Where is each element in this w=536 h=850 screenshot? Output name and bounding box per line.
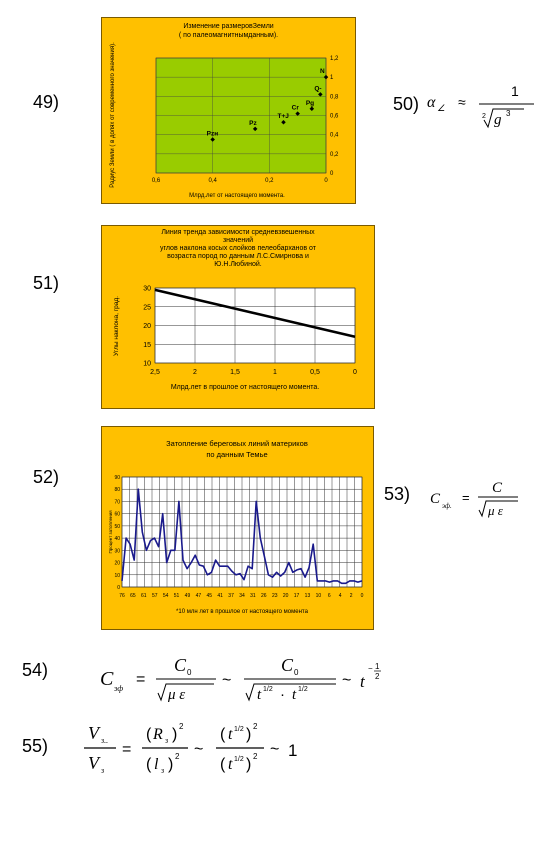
chart-49-svg — [102, 18, 355, 203]
svg-text:t: t — [228, 726, 233, 743]
svg-text:~: ~ — [342, 672, 352, 689]
svg-text:V: V — [88, 753, 99, 773]
chart-49-point-label: T+J — [277, 113, 289, 121]
svg-text:2: 2 — [253, 752, 258, 761]
chart-52-x-axis-label: *10 млн лет в прошлое от настоящего момента — [176, 609, 308, 615]
svg-text:μ ε: μ ε — [488, 503, 503, 518]
chart-52-x-tick-label: 54 — [162, 593, 169, 599]
chart-52-y-tick-label: 20 — [114, 560, 120, 567]
svg-text:C: C — [281, 655, 294, 675]
chart-52-x-tick-label: 0 — [360, 593, 364, 599]
chart-49-point-label: Pg — [305, 99, 315, 107]
chart-52-title-line1: Затопление береговых линий материков — [166, 439, 308, 448]
chart-51-x-tick-label: 0 — [353, 369, 357, 376]
formula-53 — [428, 470, 528, 530]
chart-49-title-line1: Изменение размеровЗемли — [183, 23, 274, 30]
svg-text:C: C — [430, 491, 441, 507]
svg-text:1/2: 1/2 — [234, 726, 244, 733]
svg-text:): ) — [168, 756, 174, 773]
chart-52-x-tick-label: 13 — [304, 593, 311, 599]
svg-text:~: ~ — [270, 741, 280, 758]
svg-text:C: C — [492, 480, 503, 496]
chart-49-point-label: Pzн — [206, 130, 219, 138]
svg-text:(: ( — [146, 756, 152, 773]
chart-49-y-tick-label: 1 — [330, 75, 334, 82]
svg-text:l: l — [154, 756, 159, 773]
chart-51-x-tick-label: 1,5 — [230, 369, 240, 376]
chart-51-y-tick-label: 20 — [143, 323, 151, 330]
svg-text:g: g — [494, 112, 502, 128]
chart-49-y-tick-label: 1,2 — [330, 56, 339, 62]
svg-text:1: 1 — [288, 741, 298, 760]
chart-49-point-label: Pz — [249, 119, 257, 127]
chart-49-title-line2: ( по палеомагнитнымданным). — [178, 32, 279, 39]
chart-52-y-tick-label: 90 — [114, 475, 120, 481]
svg-text:1: 1 — [375, 662, 380, 671]
chart-52-y-tick-label: 50 — [114, 523, 120, 530]
svg-text:2: 2 — [482, 113, 486, 120]
chart-52-x-tick-label: 37 — [228, 593, 234, 599]
chart-52-x-tick-label: 34 — [239, 593, 245, 599]
svg-text:1: 1 — [511, 83, 519, 99]
chart-52-title-line2: по данным Темье — [206, 450, 268, 459]
svg-text:−: − — [368, 664, 373, 673]
svg-text:): ) — [246, 756, 252, 773]
chart-49-y-tick-label: 0,4 — [330, 132, 339, 139]
chart-51-title-line: Линия тренда зависимости средневзвешенных — [161, 229, 315, 236]
chart-51-y-tick-label: 10 — [143, 360, 151, 368]
chart-52-x-tick-label: 23 — [271, 593, 278, 599]
chart-49-y-axis-label: Радиус Земли ( в долях от современного значения). — [110, 42, 116, 188]
svg-text:V: V — [88, 723, 99, 743]
svg-text:C: C — [100, 668, 114, 690]
svg-text:∠: ∠ — [437, 103, 446, 113]
svg-text:2: 2 — [375, 672, 380, 681]
svg-text:t: t — [228, 756, 233, 773]
svg-text:2: 2 — [253, 722, 258, 731]
svg-text:(: ( — [220, 726, 226, 743]
chart-52-x-tick-label: 31 — [250, 593, 256, 599]
svg-text:0: 0 — [187, 668, 192, 677]
chart-51-x-tick-label: 2,5 — [150, 369, 160, 376]
svg-text:з: з — [165, 736, 169, 745]
svg-text:1/2: 1/2 — [234, 756, 244, 763]
chart-49-x-axis-label: Млрд.лет от настоящего момента. — [189, 193, 285, 199]
item-number-54: 54) — [22, 660, 49, 680]
chart-52-x-tick-label: 4 — [338, 593, 342, 599]
svg-text:0: 0 — [294, 668, 299, 677]
chart-49-x-tick-label: 0,2 — [265, 178, 274, 184]
chart-52-coastline-flooding — [101, 426, 374, 630]
chart-52-x-tick-label: 47 — [195, 593, 202, 599]
item-number-52: 52) — [33, 467, 60, 487]
chart-52-x-tick-label: 10 — [315, 593, 322, 599]
svg-text:3: 3 — [506, 109, 511, 118]
chart-52-y-tick-label: 60 — [114, 511, 120, 518]
svg-text:2: 2 — [179, 722, 184, 731]
svg-text:~: ~ — [222, 672, 232, 689]
chart-49-point-label: N — [320, 68, 325, 76]
chart-52-y-tick-label: 70 — [114, 499, 120, 506]
svg-text:эф.: эф. — [442, 502, 452, 510]
svg-text:~: ~ — [194, 741, 204, 758]
item-number-49: 49) — [33, 92, 60, 112]
chart-51-svg — [102, 226, 374, 408]
chart-52-y-tick-label: 10 — [114, 572, 120, 579]
formula-50 — [424, 80, 534, 140]
svg-text:t: t — [360, 672, 365, 691]
chart-52-x-tick-label: 51 — [173, 593, 180, 599]
chart-49-x-tick-label: 0,4 — [208, 178, 217, 184]
chart-51-y-tick-label: 15 — [143, 341, 151, 349]
svg-text:(: ( — [146, 726, 152, 743]
formula-54 — [96, 647, 396, 707]
chart-51-y-tick-label: 25 — [143, 304, 151, 312]
formula-55 — [80, 716, 410, 786]
chart-52-x-tick-label: 61 — [141, 593, 147, 599]
svg-text:α: α — [427, 94, 436, 111]
chart-52-x-tick-label: 26 — [261, 593, 267, 599]
item-number-53: 53) — [384, 484, 411, 504]
chart-49-y-tick-label: 0,8 — [330, 94, 339, 101]
chart-52-svg — [102, 427, 373, 629]
svg-text:R: R — [153, 726, 163, 743]
chart-52-y-tick-label: 80 — [114, 487, 120, 494]
svg-text:C: C — [174, 655, 187, 675]
chart-52-x-tick-label: 49 — [184, 593, 191, 599]
chart-52-y-axis-label: Процент затопления — [108, 510, 113, 554]
chart-51-x-tick-label: 0,5 — [310, 369, 320, 376]
svg-text:з..: з.. — [101, 736, 109, 745]
chart-52-x-tick-label: 57 — [151, 593, 158, 599]
svg-text:t: t — [292, 687, 297, 703]
svg-text:1/2: 1/2 — [298, 686, 308, 693]
svg-text:(: ( — [220, 756, 226, 773]
svg-text:t: t — [257, 687, 262, 703]
chart-51-title-line: Ю.Н.Любиной. — [214, 261, 262, 268]
chart-51-x-axis-label: Млрд.лет в прошлое от настоящего момента. — [170, 384, 320, 391]
chart-49-point-label: Cr — [291, 104, 299, 112]
svg-text:=: = — [122, 741, 132, 758]
chart-51-y-tick-label: 30 — [143, 285, 151, 293]
svg-text:μ ε: μ ε — [168, 687, 186, 703]
chart-52-y-tick-label: 40 — [114, 536, 120, 543]
chart-52-x-tick-label: 20 — [282, 593, 289, 599]
svg-text:эф: эф — [114, 684, 124, 693]
chart-49-point-label: Q- — [314, 85, 322, 93]
chart-52-x-tick-label: 41 — [217, 593, 223, 599]
chart-49-y-tick-label: 0,2 — [330, 151, 339, 158]
chart-49-earth-radius — [101, 17, 356, 204]
svg-text:·: · — [280, 686, 285, 703]
chart-52-y-tick-label: 0 — [117, 585, 120, 591]
svg-text:=: = — [136, 671, 146, 688]
chart-52-x-tick-label: 2 — [349, 593, 353, 599]
chart-51-dune-angle-trend — [101, 225, 375, 409]
chart-51-y-axis-label: Углы наклона, град. — [113, 296, 120, 356]
chart-51-x-tick-label: 2 — [193, 369, 197, 376]
chart-49-y-tick-label: 0 — [330, 171, 334, 177]
chart-52-y-tick-label: 30 — [114, 548, 120, 555]
chart-51-x-tick-label: 1 — [273, 369, 277, 376]
chart-49-x-tick-label: 0 — [324, 178, 328, 184]
chart-52-x-tick-label: 65 — [130, 593, 136, 599]
svg-text:): ) — [172, 726, 178, 743]
chart-52-x-tick-label: 45 — [206, 593, 213, 599]
svg-text:з: з — [161, 766, 165, 775]
svg-text:): ) — [246, 726, 252, 743]
chart-51-title-line: углов наклона косых слойков пелеобарханов от — [159, 245, 316, 252]
chart-52-x-tick-label: 76 — [119, 593, 125, 599]
item-number-50: 50) — [393, 94, 420, 114]
svg-text:2: 2 — [175, 752, 180, 761]
chart-51-title-line: возраста пород по данным Л.С.Смирнова и — [167, 253, 309, 260]
chart-52-x-tick-label: 17 — [293, 593, 300, 599]
chart-51-title-line: значений — [222, 237, 254, 244]
chart-49-x-tick-label: 0,6 — [151, 178, 161, 184]
chart-52-x-tick-label: 6 — [327, 593, 331, 599]
svg-text:=: = — [462, 490, 470, 505]
svg-text:з: з — [101, 766, 105, 775]
item-number-51: 51) — [33, 273, 60, 293]
chart-49-y-tick-label: 0,6 — [330, 113, 339, 120]
svg-text:1/2: 1/2 — [263, 686, 273, 693]
svg-text:≈: ≈ — [458, 94, 466, 110]
item-number-55: 55) — [22, 736, 49, 756]
